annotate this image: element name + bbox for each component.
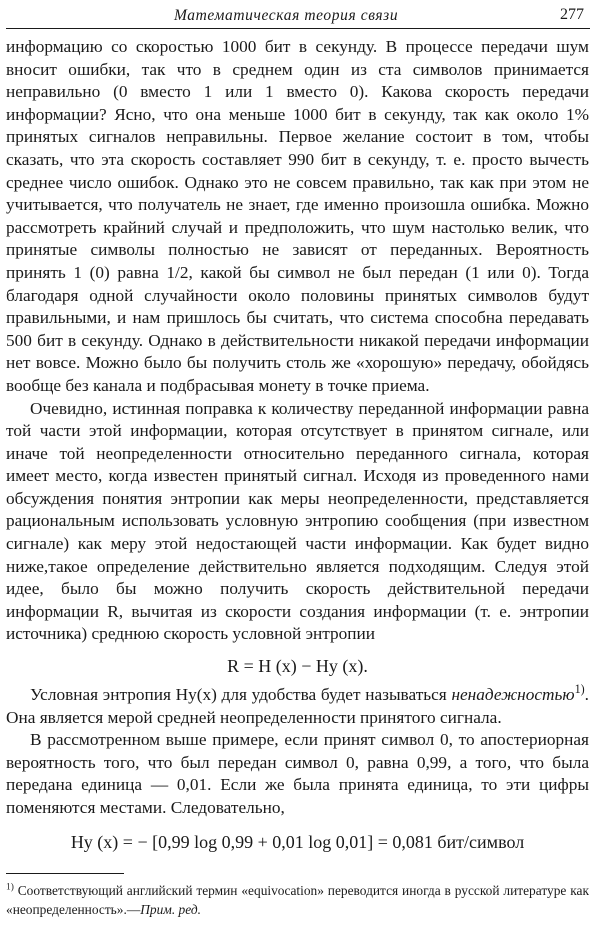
formula-rate-text: R = H (x) − Hy (x).	[227, 656, 368, 677]
formula-equivocation-text: Hy (x) = − [0,99 log 0,99 + 0,01 log 0,01] = 0,081 бит/символ	[70, 831, 525, 852]
footnote-ref: 1)	[574, 682, 585, 697]
paragraph-4: В рассмотренном выше примере, если принят символ 0, то апостериорная вероятность того, что был передан символ 0, равна 0,99, а того, что была передана единица — 0,01. Если же была принята единица, то эти цифры поменяются местами. Следовательно,	[6, 730, 589, 817]
footnote	[6, 881, 589, 919]
editor-note: Прим. ред.	[140, 902, 201, 917]
paragraph-3-after: . Она является мерой средней неопределенности принятого сигнала.	[6, 685, 589, 727]
footnote-text: Соответствующий английский термин «equivocation» переводится иногда в русской литературе как «неопределенность».—	[6, 883, 589, 917]
paragraph-2: Очевидно, истинная поправка к количеству переданной информации равна той части этой информации, которая отсутствует в принятом сигнале, или иначе той неопределенности относительно переданного сигнала, которая имеет место, когда известен принятый сигнал. Исходя из проведенного нами обсуждения понятия энтропии как меры неопределенности, представляется рациональным использовать условную энтропию сообщения (при известном сигнале) как меру этой недостающей части информации. Как будет видно ниже,такое определение действительно является подходящим. Следуя этой идее, было бы можно получить скорость действительной передачи информации R, вычитая из скорости создания информации (т. е. энтропии источника) среднюю скорость условной энтропии	[6, 398, 589, 644]
running-header	[6, 4, 590, 29]
footnote-mark: 1)	[6, 882, 14, 893]
body-text	[6, 36, 589, 854]
footnote-divider	[6, 873, 124, 874]
running-title: Математическая теория связи	[174, 7, 399, 24]
formula-equivocation	[6, 830, 589, 854]
formula-rate	[6, 654, 589, 678]
page-number: 277	[560, 6, 584, 23]
paragraph-3	[6, 684, 589, 729]
term-equivocation: ненадежностью	[451, 685, 575, 705]
paragraph-1: информацию со скоростью 1000 бит в секунду. В процессе передачи шум вносит ошибки, так что в среднем один из ста символов принимается неправильно (0 вместо 1 или 1 вместо 0). Какова скорость передачи информации? Ясно, что она меньше 1000 бит в секунду, так как около 1% принятых сигналов неправильны. Первое желание состоит в том, чтобы сказать, что эта скорость составляет 990 бит в секунду, т. е. просто вычесть среднее число ошибок. Однако это не совсем правильно, так как при этом не учитывается, что получатель не знает, где именно произошла ошибка. Можно рассмотреть крайний случай и предположить, что шум настолько велик, что принятые символы полностью не зависят от переданных. Вероятность принять 1 (0) равна 1/2, какой бы символ не был передан (1 или 0). Тогда благодаря одной случайности около половины принятых символов будут правильными, и нам пришлось бы считать, что система способна передавать 500 бит в секунду. Однако в действительности никакой передачи информации нет вовсе. Можно было бы получить столь же «хорошую» передачу, обойдясь вообще без канала и подбрасывая монету в точке приема.	[6, 37, 589, 395]
paragraph-3-before: Условная энтропия Hy(x) для удобства будет называться	[30, 685, 452, 705]
